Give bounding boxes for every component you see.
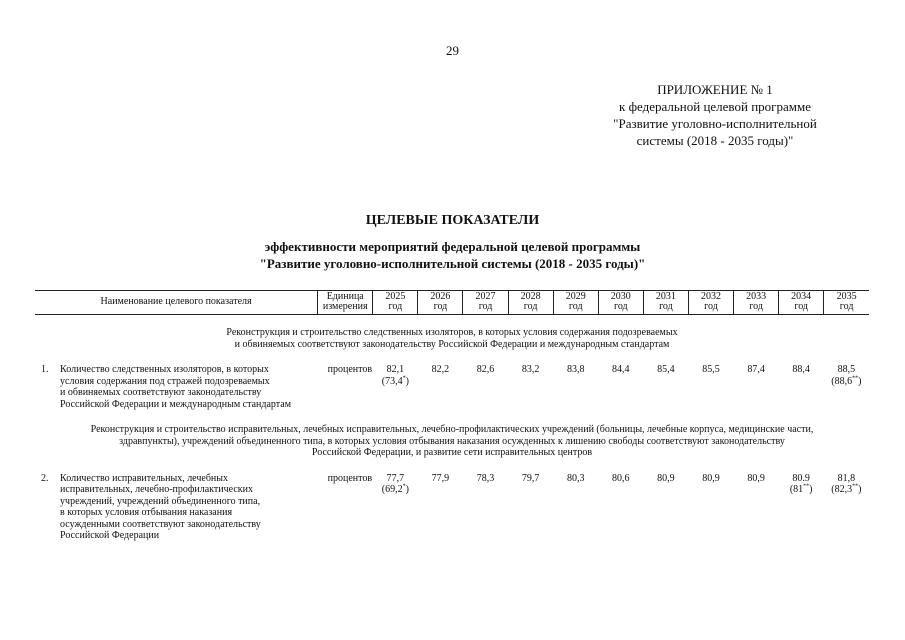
value-2029: 83,8	[566, 364, 585, 375]
value-2033: 87,4	[747, 364, 765, 375]
header-indicator-name: Наименование целевого показателя	[35, 291, 318, 315]
value-2028: 79,7	[521, 472, 540, 484]
page-number: 29	[446, 43, 459, 58]
unit: процентов	[327, 472, 373, 484]
value-2025: 82,1 (73,4*)	[381, 364, 409, 387]
appendix-title: ПРИЛОЖЕНИЕ № 1	[657, 82, 773, 97]
indicator-name: Количество следственных изоляторов, в которых условия содержания под стражей подозреваемых и обвиняемых соответствуют законодательству Российской Федерации и международным стандартам	[60, 364, 292, 410]
table-row	[35, 473, 869, 542]
header-unit: Единица измерения	[318, 291, 373, 315]
header-year-2033: 2033 год	[734, 291, 779, 315]
value-2035: 81,8 (82,3**)	[831, 472, 862, 495]
table-header-row	[35, 291, 869, 315]
section-row	[35, 410, 869, 473]
header-year-2034: 2034 год	[779, 291, 824, 315]
document-title: ЦЕЛЕВЫЕ ПОКАЗАТЕЛИ	[365, 213, 540, 228]
indicator-name: Количество исправительных, лечебных исправительных, лечебно-профилактических учреждений, учреждений объединенного типа, в которых условия отбывания наказания осужденными соответствуют законодательству Российской Федерации	[60, 472, 261, 541]
value-2033: 80,9	[747, 472, 765, 484]
header-year-2030: 2030 год	[598, 291, 643, 315]
value-2031: 80,9	[657, 472, 675, 484]
header-year-2032: 2032 год	[688, 291, 733, 315]
section-heading: Реконструкция и строительство исправительных, лечебных исправительных, лечебно-профилактических учреждений (больницы, лечебные корпуса, медицинские части, здравпункты), учреждений объединенного типа, в которых условия отбывания наказания осужденных к лишению свободы соответствуют законодательству Российской Федерации, и развитие сети исправительных центров	[90, 424, 814, 458]
appendix-line: системы (2018 - 2035 годы)"	[636, 133, 794, 148]
row-number: 1.	[41, 364, 49, 375]
value-2026: 82,2	[431, 364, 450, 375]
subtitle-line: "Развитие уголовно-исполнительной системы (2018 - 2035 годы)"	[259, 256, 646, 271]
unit: процентов	[327, 364, 373, 375]
value-2030: 80,6	[612, 472, 630, 484]
header-year-2026: 2026 год	[418, 291, 463, 315]
indicators-table	[35, 290, 869, 542]
appendix-line: к федеральной целевой программе	[619, 99, 811, 114]
document-subtitle	[0, 238, 905, 272]
value-2035: 88,5 (88,6**)	[831, 364, 862, 387]
header-year-2028: 2028 год	[508, 291, 553, 315]
header-year-2035: 2035 год	[824, 291, 869, 315]
value-2034: 80.9 (81**)	[789, 472, 813, 495]
appendix-line: "Развитие уголовно-исполнительной	[613, 116, 817, 131]
value-2034: 88,4	[792, 364, 810, 375]
value-2028: 83,2	[521, 364, 540, 375]
subtitle-line: эффективности мероприятий федеральной целевой программы	[264, 239, 641, 254]
section-row	[35, 315, 869, 365]
value-2027: 78,3	[476, 472, 495, 484]
row-number: 2.	[41, 472, 49, 484]
section-heading: Реконструкция и строительство следственных изоляторов, в которых условия содержания подозреваемых и обвиняемых соответствуют законодательству Российской Федерации и международным стандартам	[226, 327, 678, 350]
value-2032: 85,5	[702, 364, 720, 375]
appendix-block	[560, 81, 870, 149]
value-2025: 77,7 (69,2*)	[381, 472, 409, 495]
value-2030: 84,4	[612, 364, 630, 375]
value-2026: 77,9	[431, 472, 450, 484]
value-2031: 85,4	[657, 364, 675, 375]
value-2027: 82,6	[476, 364, 495, 375]
value-2029: 80,3	[566, 472, 585, 484]
header-year-2025: 2025 год	[373, 291, 418, 315]
header-year-2027: 2027 год	[463, 291, 508, 315]
table-row	[35, 364, 869, 410]
value-2032: 80,9	[702, 472, 720, 484]
header-year-2031: 2031 год	[643, 291, 688, 315]
header-year-2029: 2029 год	[553, 291, 598, 315]
